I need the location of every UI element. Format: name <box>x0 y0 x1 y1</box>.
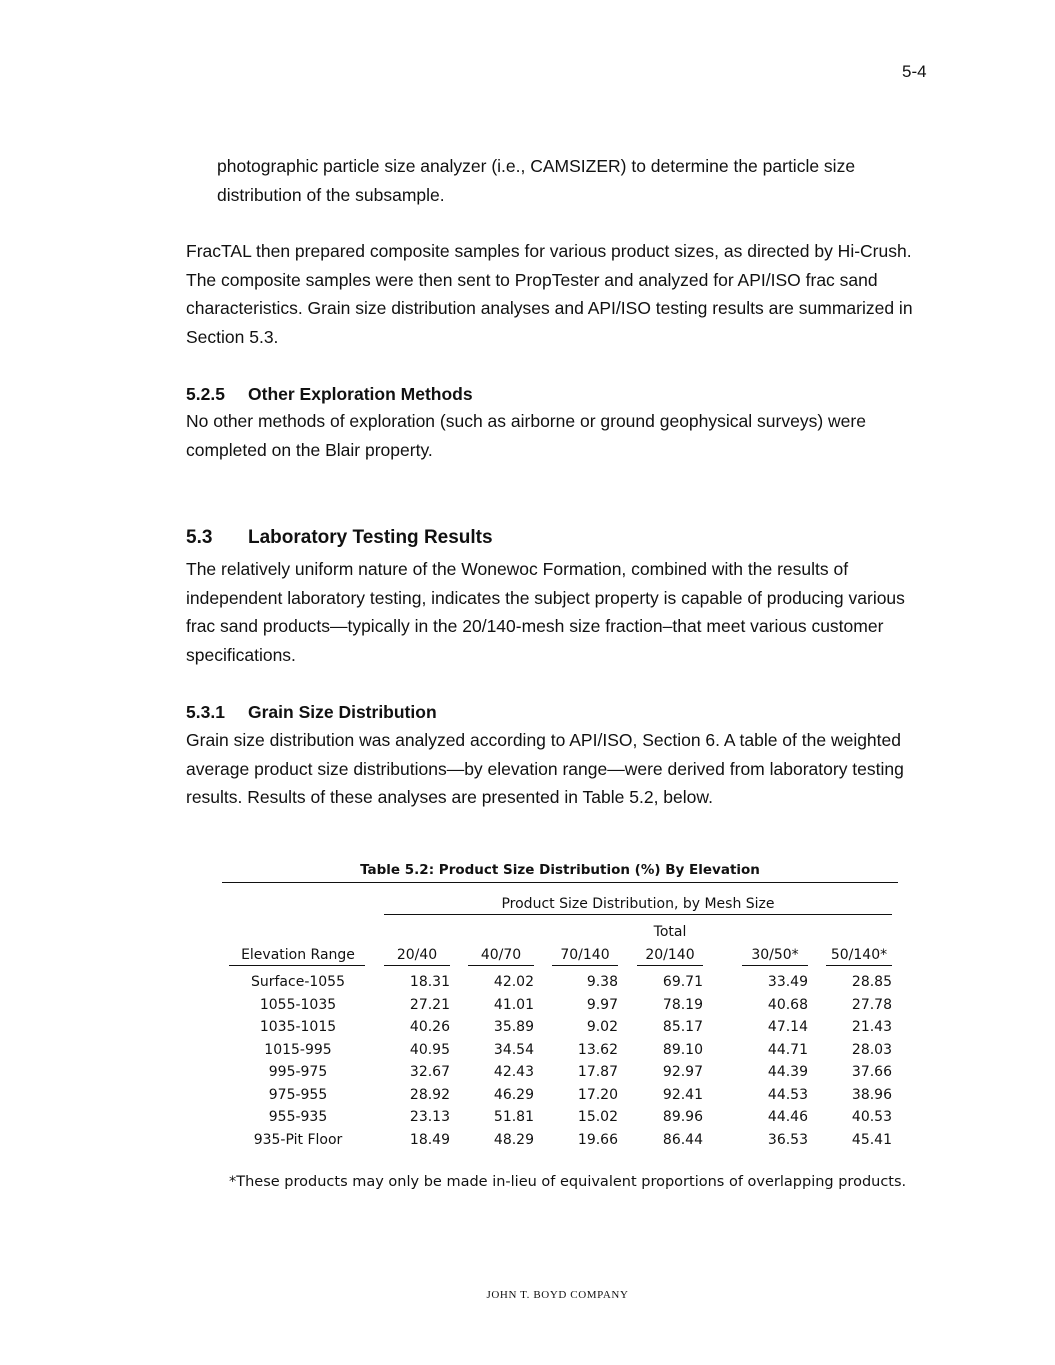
column-rule <box>826 965 892 966</box>
heading-5-3-1 <box>186 698 437 727</box>
cell-total-20-140: 89.96 <box>662 1109 703 1125</box>
cell-total-20-140: 92.97 <box>662 1064 703 1080</box>
page-footer: JOHN T. BOYD COMPANY <box>486 1289 629 1301</box>
heading-number: 5.3 <box>186 527 213 548</box>
cell-30-50: 40.68 <box>767 996 808 1013</box>
heading-title: Other Exploration Methods <box>248 384 473 404</box>
column-rule <box>229 965 365 966</box>
heading-title: Laboratory Testing Results <box>248 527 493 548</box>
cell-40-70: 41.01 <box>493 996 534 1013</box>
paragraph-other-exploration: No other methods of exploration (such as airborne or ground geophysical surveys) were completed on the Blair property. <box>186 411 866 460</box>
heading-number: 5.3.1 <box>186 702 225 722</box>
cell-70-140: 17.20 <box>577 1086 618 1103</box>
cell-50-140: 21.43 <box>851 1019 892 1035</box>
column-header-50-140: 50/140* <box>830 947 888 963</box>
cell-20-40: 40.26 <box>409 1019 450 1035</box>
cell-30-50: 36.53 <box>767 1131 808 1148</box>
cell-70-140: 19.66 <box>577 1131 618 1148</box>
column-rule <box>742 965 808 966</box>
cell-20-40: 27.21 <box>409 996 450 1013</box>
cell-50-140: 28.03 <box>851 1041 892 1058</box>
column-header-total: Total <box>653 924 687 940</box>
cell-30-50: 33.49 <box>767 974 808 990</box>
column-rule <box>637 965 703 966</box>
paragraph-continued: photographic particle size analyzer (i.e., CAMSIZER) to determine the particle size distribution of the subsample. <box>217 156 856 205</box>
cell-20-40: 32.67 <box>409 1064 450 1080</box>
heading-5-2-5 <box>186 380 473 409</box>
cell-20-40: 18.49 <box>409 1131 450 1148</box>
cell-30-50: 47.14 <box>767 1019 808 1035</box>
cell-total-20-140: 89.10 <box>662 1041 703 1058</box>
cell-70-140: 9.02 <box>586 1019 618 1035</box>
cell-elevation: 995-975 <box>268 1064 328 1080</box>
cell-elevation: 1015-995 <box>264 1041 332 1058</box>
column-header-20-40: 20/40 <box>396 947 438 963</box>
cell-50-140: 40.53 <box>851 1109 892 1125</box>
cell-70-140: 13.62 <box>577 1041 618 1058</box>
heading-number: 5.2.5 <box>186 384 225 404</box>
cell-total-20-140: 78.19 <box>662 996 703 1013</box>
column-header-elevation: Elevation Range <box>241 947 355 963</box>
cell-total-20-140: 86.44 <box>662 1131 703 1148</box>
cell-40-70: 42.02 <box>493 974 534 990</box>
cell-elevation: 975-955 <box>268 1086 328 1103</box>
cell-70-140: 15.02 <box>577 1109 618 1125</box>
cell-50-140: 27.78 <box>851 996 892 1013</box>
cell-30-50: 44.53 <box>767 1086 808 1103</box>
cell-20-40: 18.31 <box>409 974 450 990</box>
page-number: 5-4 <box>902 62 927 81</box>
cell-70-140: 9.97 <box>586 996 618 1013</box>
column-header-40-70: 40/70 <box>480 947 522 963</box>
table-title: Table 5.2: Product Size Distribution (%) By Elevation <box>360 862 760 878</box>
column-header-20-140: 20/140 <box>645 947 695 963</box>
cell-40-70: 34.54 <box>493 1041 534 1058</box>
cell-total-20-140: 69.71 <box>662 974 703 990</box>
cell-50-140: 45.41 <box>851 1131 892 1148</box>
cell-elevation: Surface-1055 <box>250 974 345 990</box>
table-group-header: Product Size Distribution, by Mesh Size <box>501 896 775 912</box>
cell-elevation: 1035-1015 <box>259 1019 337 1035</box>
cell-elevation: 1055-1035 <box>259 996 337 1013</box>
cell-20-40: 40.95 <box>409 1041 450 1058</box>
cell-50-140: 37.66 <box>851 1064 892 1080</box>
paragraph-lab-testing: The relatively uniform nature of the Wonewoc Formation, combined with the results of independent laboratory testing, indicates the subject property is capable of producing various frac sand products—typically in the 20/140-mesh size fraction–that meet various customer specifications. <box>186 559 905 665</box>
column-rule <box>384 965 450 966</box>
column-rule <box>468 965 534 966</box>
table-group-rule <box>384 914 892 915</box>
cell-30-50: 44.71 <box>767 1041 808 1058</box>
cell-70-140: 9.38 <box>586 974 618 990</box>
cell-elevation: 955-935 <box>268 1109 328 1125</box>
cell-50-140: 28.85 <box>851 974 892 990</box>
cell-total-20-140: 85.17 <box>662 1019 703 1035</box>
heading-5-3 <box>186 524 493 553</box>
cell-elevation: 935-Pit Floor <box>253 1131 343 1148</box>
table-top-rule <box>222 882 898 883</box>
cell-40-70: 35.89 <box>493 1019 534 1035</box>
cell-50-140: 38.96 <box>851 1086 892 1103</box>
heading-title: Grain Size Distribution <box>248 702 437 722</box>
cell-20-40: 23.13 <box>409 1109 450 1125</box>
cell-total-20-140: 92.41 <box>662 1086 703 1103</box>
cell-40-70: 42.43 <box>493 1064 534 1080</box>
column-header-70-140: 70/140 <box>560 947 610 963</box>
cell-30-50: 44.46 <box>767 1109 808 1125</box>
paragraph-grain-size: Grain size distribution was analyzed according to API/ISO, Section 6. A table of the weighted average product size distributions—by elevation range—were derived from laboratory testing results. Results of these analyses are presented in Table 5.2, below. <box>186 730 904 807</box>
cell-20-40: 28.92 <box>409 1086 450 1103</box>
column-rule <box>552 965 618 966</box>
paragraph-fractal: FracTAL then prepared composite samples for various product sizes, as directed by Hi-Crush. The composite samples were then sent to PropTester and analyzed for API/ISO frac sand characteristics. Grain size distribution analyses and API/ISO testing results are summarized in Section 5.3. <box>186 241 913 347</box>
cell-40-70: 46.29 <box>493 1086 534 1103</box>
cell-40-70: 51.81 <box>493 1109 534 1125</box>
cell-30-50: 44.39 <box>767 1064 808 1080</box>
table-footnote: *These products may only be made in-lieu of equivalent proportions of overlapping products. <box>229 1174 907 1190</box>
column-header-30-50: 30/50* <box>751 947 799 963</box>
cell-40-70: 48.29 <box>493 1131 534 1148</box>
cell-70-140: 17.87 <box>577 1064 618 1080</box>
